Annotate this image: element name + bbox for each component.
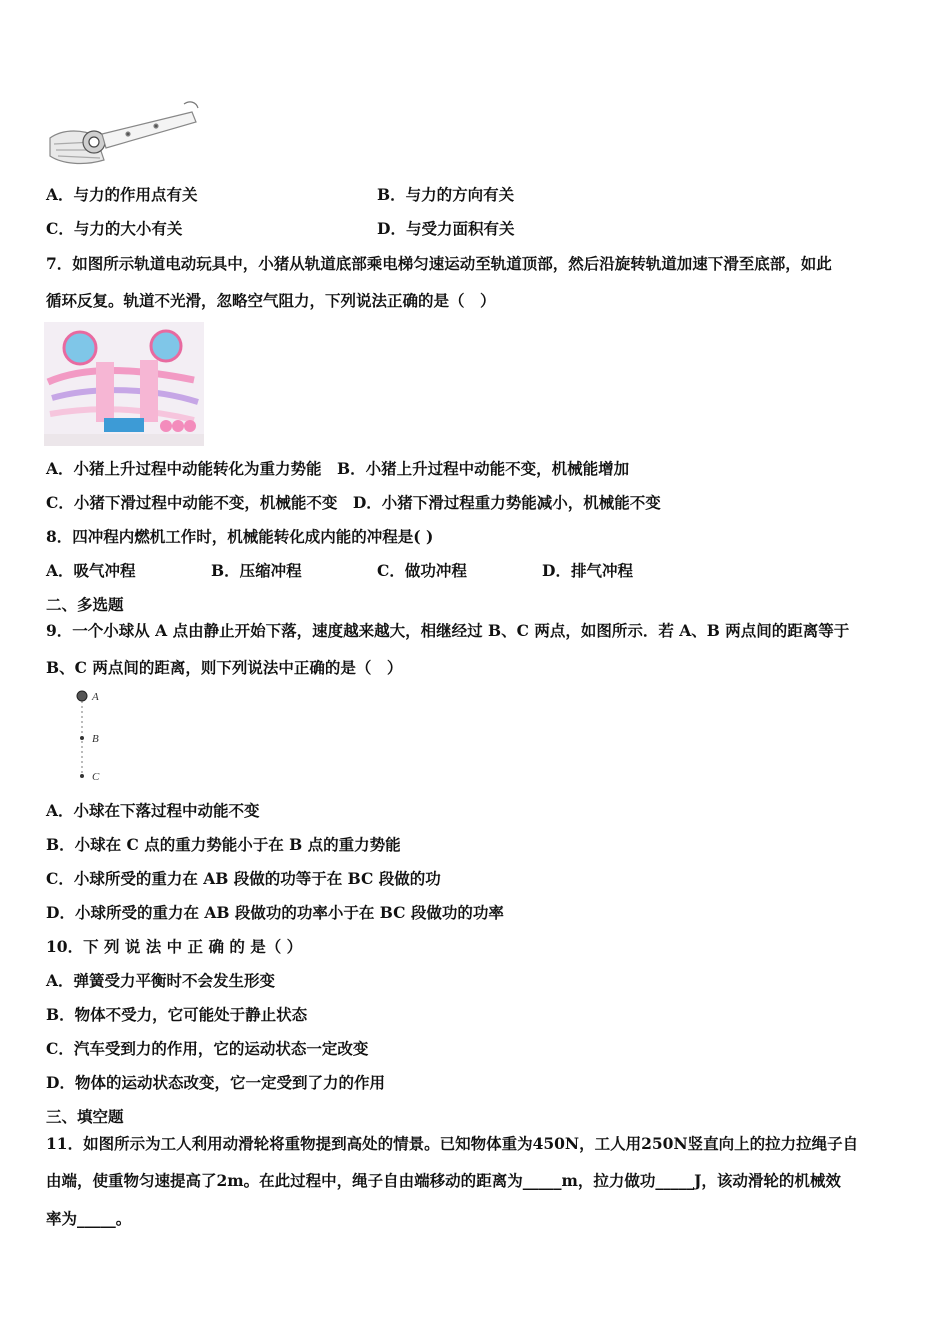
q8-stem: 8．四冲程内燃机工作时，机械能转化成内能的冲程是( ) bbox=[46, 527, 434, 546]
q9-option-b: B．小球在 C 点的重力势能小于在 B 点的重力势能 bbox=[46, 835, 401, 854]
q8-option-a: A．吸气冲程 bbox=[46, 561, 136, 580]
q11-line2: 由端，使重物匀速提高了2m。在此过程中，绳子自由端移动的距离为_____m，拉力做功_____J，该动滑轮的机械效 bbox=[46, 1171, 841, 1190]
section-heading-multiple-choice: 二、多选题 bbox=[46, 595, 124, 614]
track-toy-figure bbox=[44, 322, 204, 446]
q7-options-line2: C．小猪下滑过程中动能不变，机械能不变 D．小猪下滑过程重力势能减小，机械能不变 bbox=[46, 493, 661, 512]
q8-option-c: C．做功冲程 bbox=[377, 561, 467, 580]
q7-stem-line2: 循环反复。轨道不光滑，忽略空气阻力，下列说法正确的是（ ） bbox=[46, 291, 496, 310]
figure-label-c: C bbox=[92, 771, 100, 783]
q10-option-b: B．物体不受力，它可能处于静止状态 bbox=[46, 1005, 308, 1024]
q6-option-a: A．与力的作用点有关 bbox=[46, 185, 198, 204]
figure-label-a: A bbox=[92, 691, 99, 703]
q11-line1: 11．如图所示为工人利用动滑轮将重物提到高处的情景。已知物体重为450N，工人用250N竖直向上的拉力拉绳子自 bbox=[46, 1134, 859, 1153]
falling-ball-figure bbox=[72, 686, 112, 786]
q10-option-c: C．汽车受到力的作用，它的运动状态一定改变 bbox=[46, 1039, 369, 1058]
q10-option-d: D．物体的运动状态改变，它一定受到了力的作用 bbox=[46, 1073, 385, 1092]
q6-option-d: D．与受力面积有关 bbox=[377, 219, 515, 238]
figure-label-b: B bbox=[92, 733, 99, 745]
q7-options-line1: A．小猪上升过程中动能转化为重力势能 B．小猪上升过程中动能不变，机械能增加 bbox=[46, 459, 630, 478]
q8-option-d: D．排气冲程 bbox=[542, 561, 633, 580]
q6-option-b: B．与力的方向有关 bbox=[377, 185, 515, 204]
q9-option-a: A．小球在下落过程中动能不变 bbox=[46, 801, 260, 820]
q11-line3: 率为_____。 bbox=[46, 1209, 132, 1228]
q6-option-c: C．与力的大小有关 bbox=[46, 219, 183, 238]
q9-option-d: D．小球所受的重力在 AB 段做功的功率小于在 BC 段做功的功率 bbox=[46, 903, 504, 922]
q9-stem-line2: B、C 两点间的距离，则下列说法中正确的是（ ） bbox=[46, 658, 403, 677]
wrench-figure bbox=[44, 98, 204, 170]
q7-stem-line1: 7．如图所示轨道电动玩具中，小猪从轨道底部乘电梯匀速运动至轨道顶部，然后沿旋转轨道加速下滑至底部，如此 bbox=[46, 254, 832, 273]
section-heading-fill-in: 三、填空题 bbox=[46, 1107, 124, 1126]
q9-stem-line1: 9．一个小球从 A 点由静止开始下落，速度越来越大，相继经过 B、C 两点，如图所示．若 A、B 两点间的距离等于 bbox=[46, 621, 850, 640]
q8-option-b: B．压缩冲程 bbox=[211, 561, 302, 580]
q10-option-a: A．弹簧受力平衡时不会发生形变 bbox=[46, 971, 276, 990]
q9-option-c: C．小球所受的重力在 AB 段做的功等于在 BC 段做的功 bbox=[46, 869, 441, 888]
q10-stem: 10．下 列 说 法 中 正 确 的 是（ ） bbox=[46, 937, 303, 956]
